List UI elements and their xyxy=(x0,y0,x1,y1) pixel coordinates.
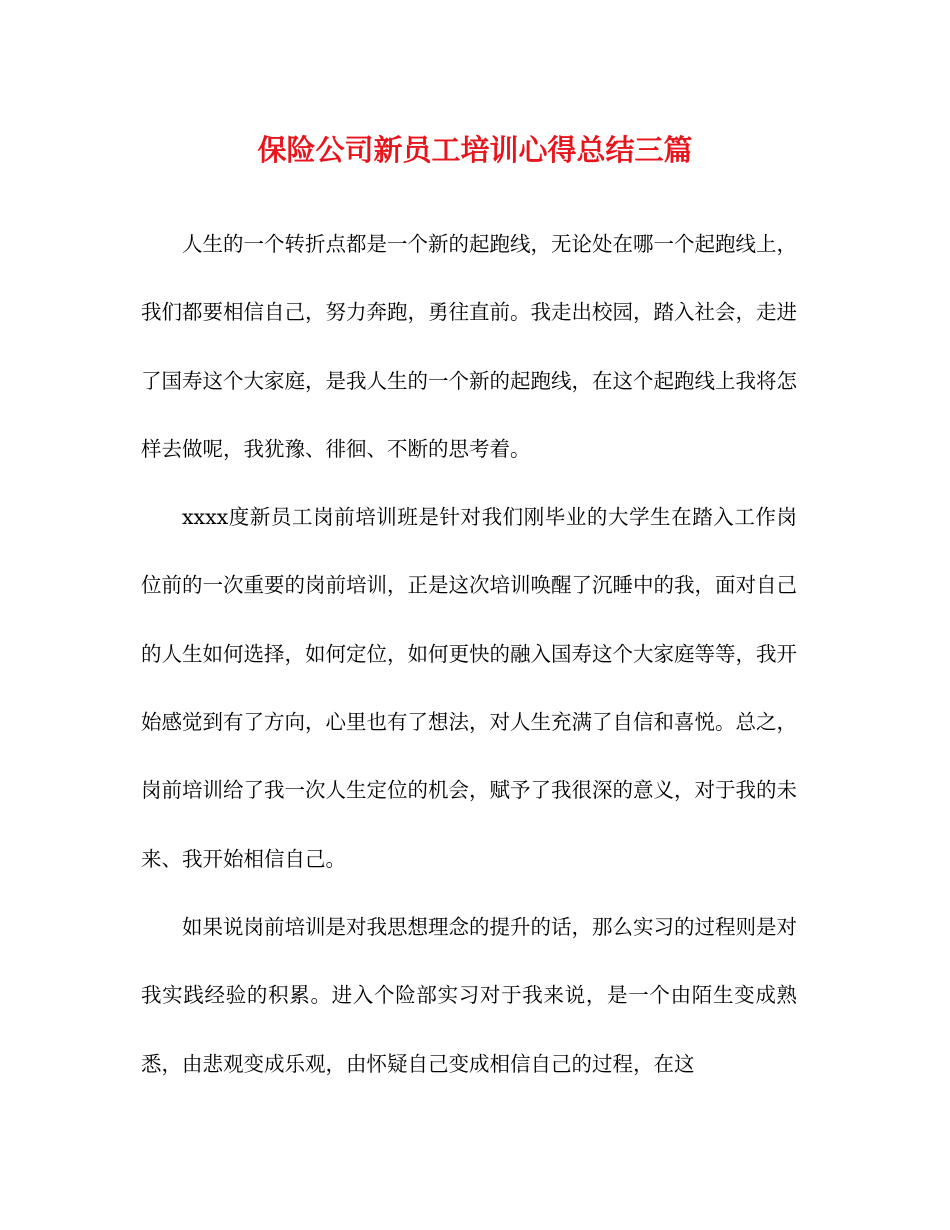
paragraph-1: 人生的一个转折点都是一个新的起跑线，无论处在哪一个起跑线上，我们都要相信自己，努力奔跑，勇往直前。我走出校园，踏入社会，走进了国寿这个大家庭，是我人生的一个新的起跑线，在这个起跑线上我将怎样去做呢，我犹豫、徘徊、不断的思考着。 xyxy=(141,232,797,461)
paragraph-3: 如果说岗前培训是对我思想理念的提升的话，那么实习的过程则是对我实践经验的积累。进入个险部实习对于我来说，是一个由陌生变成熟悉，由悲观变成乐观，由怀疑自己变成相信自己的过程，在这 xyxy=(141,914,797,1076)
document-body xyxy=(141,210,797,1098)
document-title: 保险公司新员工培训心得总结三篇 xyxy=(257,133,693,167)
paragraph-2: xxxx度新员工岗前培训班是针对我们刚毕业的大学生在踏入工作岗位前的一次重要的岗前培训，正是这次培训唤醒了沉睡中的我，面对自己的人生如何选择，如何定位，如何更快的融入国寿这个大家庭等等，我开始感觉到有了方向，心里也有了想法，对人生充满了自信和喜悦。总之，岗前培训给了我一次人生定位的机会，赋予了我很深的意义，对于我的未来、我开始相信自己。 xyxy=(141,505,797,871)
